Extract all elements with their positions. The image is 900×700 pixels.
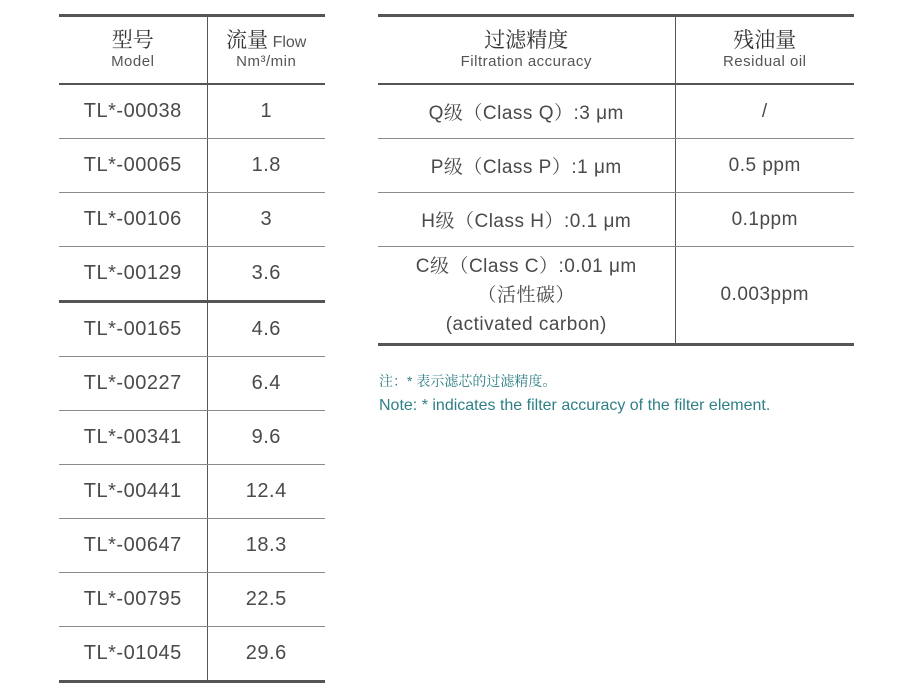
residual-oil-header: [675, 16, 854, 85]
flow-cell: 18.3: [207, 519, 325, 573]
accuracy-line: (activated carbon): [445, 313, 607, 335]
model-header-cn: 型号: [111, 29, 154, 52]
accuracy-header-cn: 过滤精度: [484, 29, 569, 52]
flow-cell: 29.6: [245, 642, 287, 664]
model-flow-table: [59, 14, 325, 683]
table-row: [378, 84, 854, 139]
accuracy-cell: P级（Class P）:1 μm: [378, 139, 675, 193]
flow-header-cn: 流量: [226, 29, 269, 52]
model-cell: TL*-00795: [59, 573, 207, 627]
model-cell: TL*-00647: [59, 519, 207, 573]
flow-cell: 22.5: [207, 573, 325, 627]
table-row: [59, 627, 325, 682]
flow-cell: 1.8: [207, 139, 325, 193]
model-cell: TL*-00165: [59, 302, 207, 357]
flow-cell: 4.6: [207, 302, 325, 357]
accuracy-cell: Q级（Class Q）:3 μm: [378, 84, 675, 139]
model-cell: TL*-00065: [59, 139, 207, 193]
table-row: [59, 247, 325, 302]
oil-cell: 0.5 ppm: [675, 139, 854, 193]
header-row: [378, 16, 854, 85]
note-chinese: 注：* 表示滤芯的过滤精度。: [379, 373, 557, 389]
oil-cell: 0.1ppm: [675, 193, 854, 247]
model-cell: TL*-00227: [59, 357, 207, 411]
accuracy-line: C级（Class C）:0.01 μm: [415, 255, 637, 277]
table-row: [59, 465, 325, 519]
oil-cell: 0.003ppm: [720, 284, 809, 305]
table-row: [59, 357, 325, 411]
accuracy-header-en: Filtration accuracy: [460, 53, 592, 70]
model-cell: TL*-00129: [59, 247, 207, 302]
flow-cell: 6.4: [207, 357, 325, 411]
table-row: [378, 139, 854, 193]
model-cell: TL*-01045: [59, 627, 207, 682]
table-row: [59, 302, 325, 357]
accuracy-cell: H级（Class H）:0.1 μm: [378, 193, 675, 247]
model-header: [59, 16, 207, 85]
flow-cell: 3: [207, 193, 325, 247]
filtration-table: [378, 14, 854, 346]
flow-cell: 3.6: [207, 247, 325, 302]
table-row: [59, 411, 325, 465]
model-header-en: Model: [111, 53, 155, 70]
flow-cell: 12.4: [207, 465, 325, 519]
flow-cell: 9.6: [207, 411, 325, 465]
oil-header-en: Residual oil: [722, 53, 807, 70]
flow-cell: 1: [207, 84, 325, 139]
table-row: [59, 193, 325, 247]
table-row: [59, 573, 325, 627]
accuracy-header: [378, 16, 675, 85]
table-row: [59, 519, 325, 573]
model-cell: TL*-00441: [59, 465, 207, 519]
note-english: Note: * indicates the filter accuracy of the filter element.: [379, 397, 771, 414]
flow-header-en: Flow: [272, 34, 307, 51]
accuracy-cell: [378, 247, 675, 345]
model-cell: TL*-00038: [59, 84, 207, 139]
oil-header-cn: 残油量: [733, 29, 797, 52]
flow-header-unit: Nm³/min: [236, 53, 297, 70]
oil-cell: /: [675, 84, 854, 139]
table-row: [378, 247, 854, 345]
table-row: [378, 193, 854, 247]
accuracy-line: （活性碳）: [477, 284, 575, 306]
table-row: [59, 84, 325, 139]
flow-header: [207, 16, 325, 85]
model-cell: TL*-00106: [59, 193, 207, 247]
model-cell: TL*-00341: [59, 411, 207, 465]
table-row: [59, 139, 325, 193]
header-row: [59, 16, 325, 85]
